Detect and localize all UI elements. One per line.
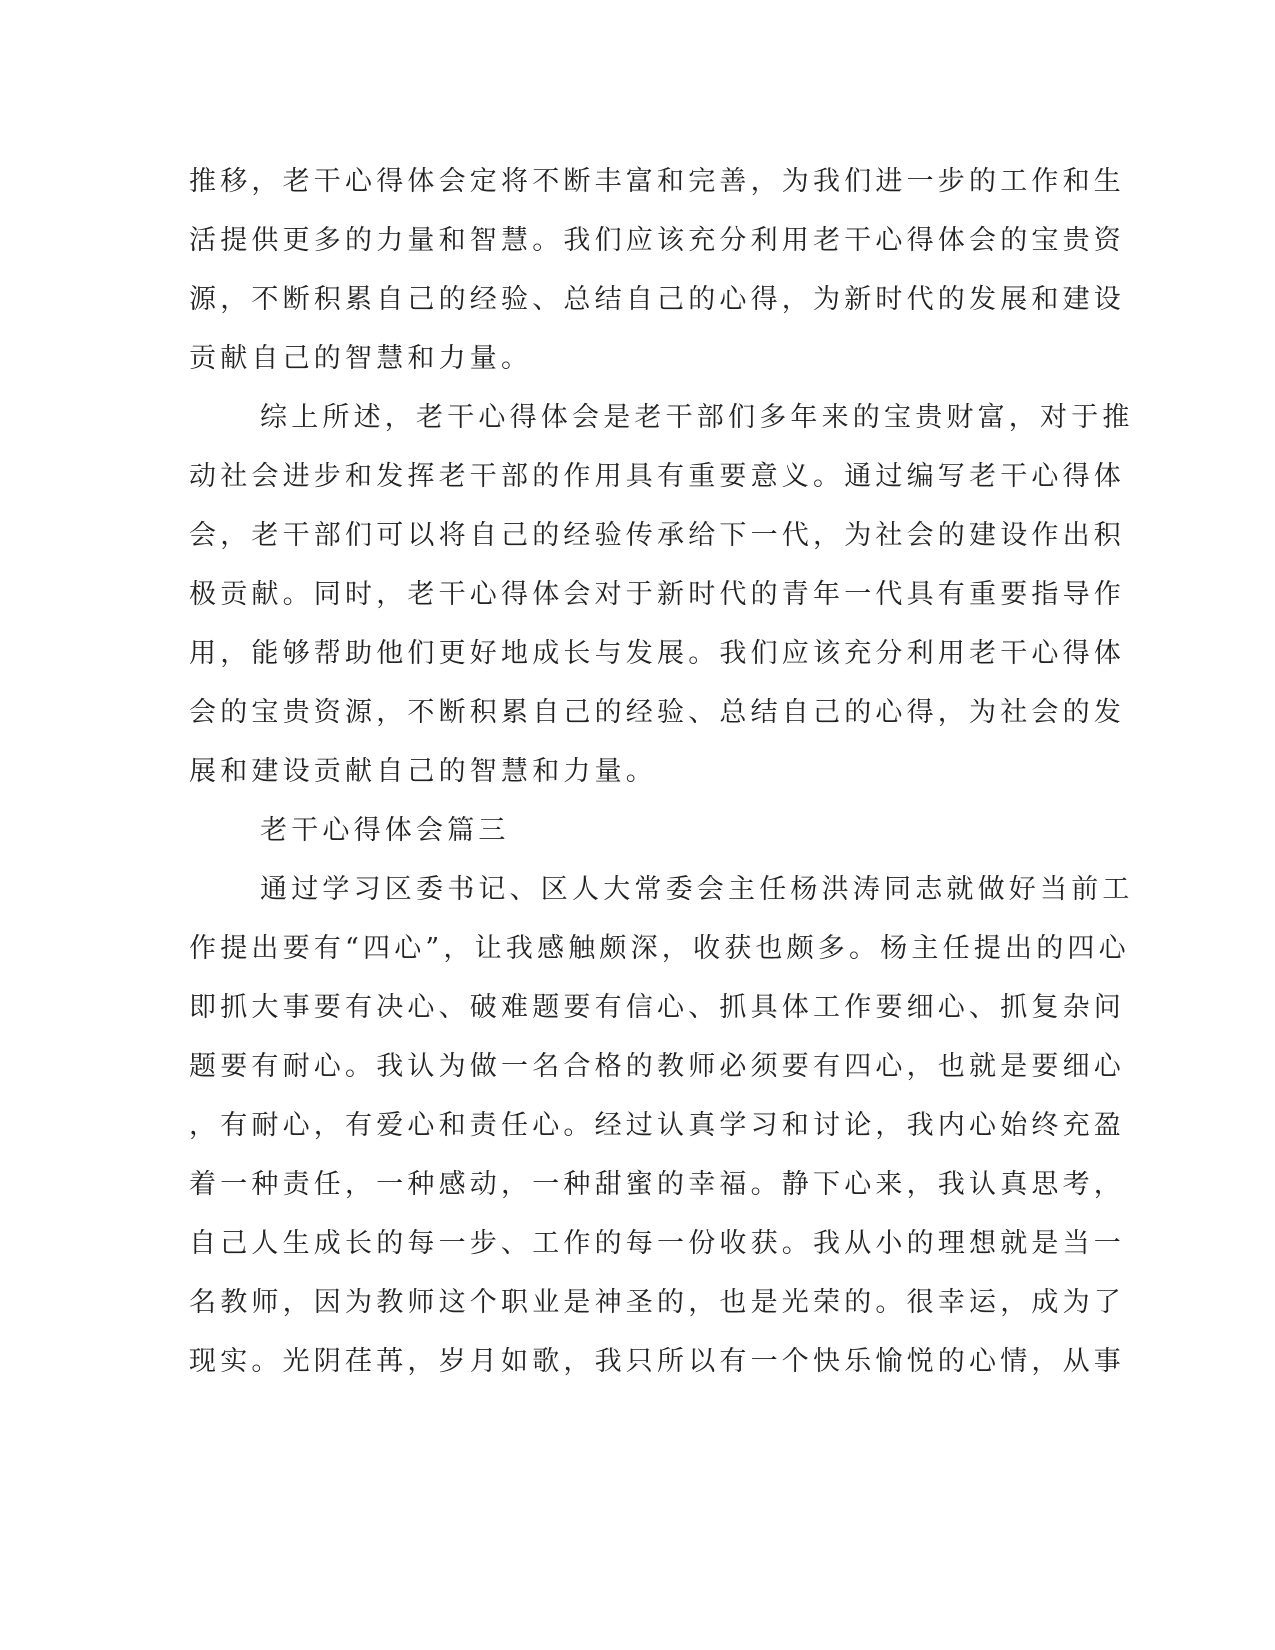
text-line: 展和建设贡献自己的智慧和力量。 [189, 756, 657, 787]
text-line: 着一种责任，一种感动，一种甜蜜的幸福。静下心来，我认真思考， [189, 1169, 1125, 1200]
text-line: 极贡献。同时，老干心得体会对于新时代的青年一代具有重要指导作 [189, 579, 1125, 610]
text-line: 题要有耐心。我认为做一名合格的教师必须要有四心，也就是要细心 [189, 1051, 1125, 1082]
text-line: ，有耐心，有爱心和责任心。经过认真学习和讨论，我内心始终充盈 [189, 1110, 1125, 1141]
text-line: 名教师，因为教师这个职业是神圣的，也是光荣的。很幸运，成为了 [189, 1287, 1125, 1318]
text-line: 贡献自己的智慧和力量。 [189, 343, 533, 374]
text-line: 动社会进步和发挥老干部的作用具有重要意义。通过编写老干心得体 [189, 461, 1125, 492]
text-line: 即抓大事要有决心、破难题要有信心、抓具体工作要细心、抓复杂问 [189, 992, 1125, 1023]
text-line: 自己人生成长的每一步、工作的每一份收获。我从小的理想就是当一 [189, 1228, 1125, 1259]
text-line: 现实。光阴荏苒，岁月如歌，我只所以有一个快乐愉悦的心情，从事 [189, 1346, 1125, 1377]
text-line: 活提供更多的力量和智慧。我们应该充分利用老干心得体会的宝贵资 [189, 225, 1125, 256]
paragraph-start-line: 通过学习区委书记、区人大常委会主任杨洪涛同志就做好当前工 [260, 874, 1134, 905]
text-line: 会的宝贵资源，不断积累自己的经验、总结自己的心得，为社会的发 [189, 697, 1125, 728]
text-line: 推移，老干心得体会定将不断丰富和完善，为我们进一步的工作和生 [189, 166, 1125, 197]
text-line: 源，不断积累自己的经验、总结自己的心得，为新时代的发展和建设 [189, 284, 1125, 315]
text-line: 会，老干部们可以将自己的经验传承给下一代，为社会的建设作出积 [189, 520, 1125, 551]
section-heading: 老干心得体会篇三 [260, 815, 510, 846]
paragraph-start-line: 综上所述，老干心得体会是老干部们多年来的宝贵财富，对于推 [260, 402, 1134, 433]
text-line: 作提出要有“四心”，让我感触颇深，收获也颇多。杨主任提出的四心 [189, 933, 1130, 964]
text-line: 用，能够帮助他们更好地成长与发展。我们应该充分利用老干心得体 [189, 638, 1125, 669]
